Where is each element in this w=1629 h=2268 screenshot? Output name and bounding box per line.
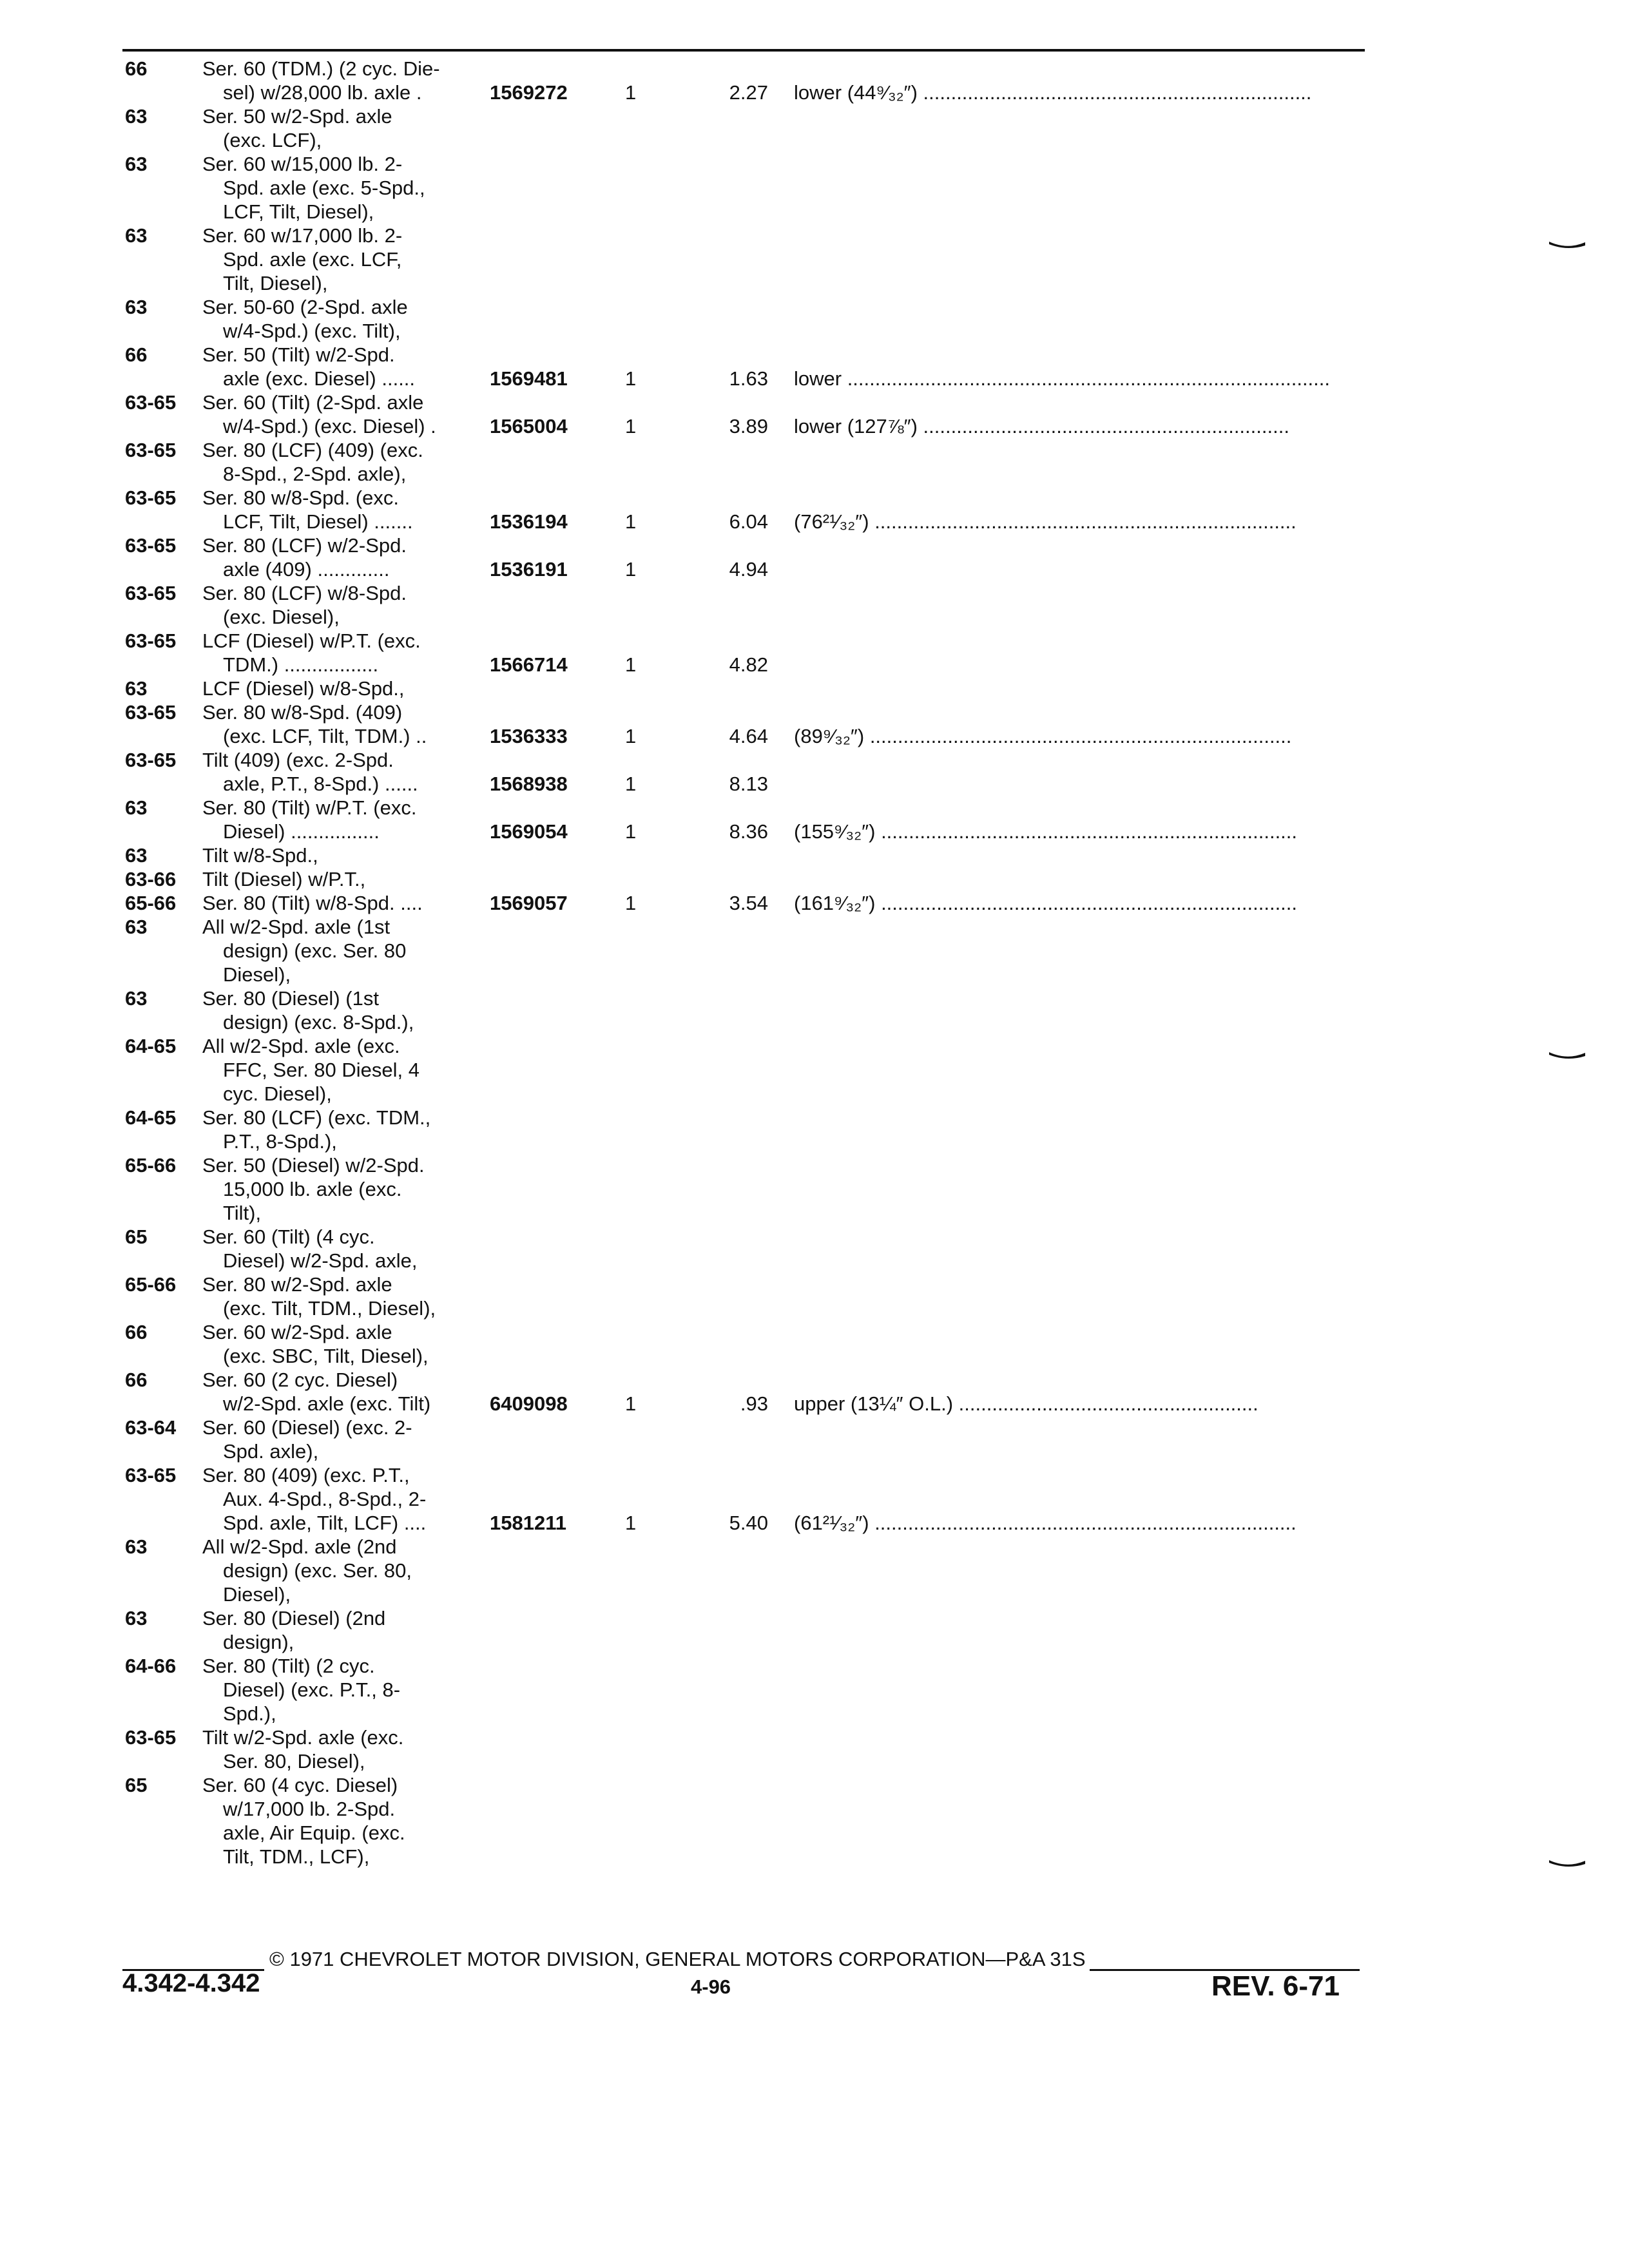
application-description xyxy=(202,533,486,581)
quantity: 1 xyxy=(625,892,637,914)
description-line: Ser. 80 (Tilt) (2 cyc. xyxy=(202,1655,375,1677)
description-line: axle (409) ............. xyxy=(223,558,390,581)
description-line: Diesel) w/2-Spd. axle, xyxy=(223,1249,418,1272)
remark: lower (44⁹⁄₃₂″) ...................................................................... xyxy=(794,81,1312,104)
description-line: Diesel), xyxy=(223,1583,291,1606)
description-line: LCF, Tilt, Diesel) ....... xyxy=(223,510,413,533)
application-description xyxy=(202,891,486,915)
application-description xyxy=(202,104,486,152)
description-line: LCF (Diesel) w/P.T. (exc. xyxy=(202,629,421,652)
description-line: Ser. 80 (Tilt) w/8-Spd. .... xyxy=(202,892,423,914)
quantity: 1 xyxy=(625,558,637,581)
model-year: 65-66 xyxy=(125,1154,177,1177)
binder-mark xyxy=(1548,1858,1586,1867)
description-line: Tilt), xyxy=(223,1202,262,1224)
model-year: 64-65 xyxy=(125,1106,177,1129)
quantity: 1 xyxy=(625,510,637,533)
model-year: 65-66 xyxy=(125,1273,177,1296)
quantity: 1 xyxy=(625,1392,637,1415)
part-number: 1536191 xyxy=(490,558,568,581)
description-line: Tilt (409) (exc. 2-Spd. xyxy=(202,749,394,771)
model-year: 63-65 xyxy=(125,629,177,652)
description-line: Ser. 80 (Diesel) (1st xyxy=(202,987,379,1010)
description-line: Tilt w/8-Spd., xyxy=(202,844,318,867)
description-line: Ser. 60 (2 cyc. Diesel) xyxy=(202,1369,398,1391)
model-year: 66 xyxy=(125,1321,148,1343)
application-description xyxy=(202,1225,486,1273)
application-description xyxy=(202,343,486,390)
price: 4.82 xyxy=(729,653,768,676)
application-description xyxy=(202,1773,486,1869)
price: 2.27 xyxy=(729,81,768,104)
price: 8.36 xyxy=(729,820,768,843)
description-line: All w/2-Spd. axle (2nd xyxy=(202,1535,397,1558)
quantity: 1 xyxy=(625,367,637,390)
footer-copyright xyxy=(122,1947,1360,1971)
part-number: 1568938 xyxy=(490,773,568,795)
description-line: P.T., 8-Spd.), xyxy=(223,1130,337,1153)
description-line: Ser. 50 (Diesel) w/2-Spd. xyxy=(202,1154,425,1177)
description-line: (exc. Tilt, TDM., Diesel), xyxy=(223,1297,436,1320)
description-line: Tilt, Diesel), xyxy=(223,272,328,294)
price: 4.94 xyxy=(729,558,768,581)
description-line: w/2-Spd. axle (exc. Tilt) xyxy=(223,1392,431,1415)
application-description xyxy=(202,295,486,343)
description-line: Spd. axle (exc. LCF, xyxy=(223,248,402,271)
model-year: 63-65 xyxy=(125,486,177,509)
part-number: 6409098 xyxy=(490,1392,568,1415)
application-description xyxy=(202,1153,486,1225)
model-year: 64-65 xyxy=(125,1035,177,1057)
quantity: 1 xyxy=(625,653,637,676)
description-line: Ser. 80 (LCF) w/2-Spd. xyxy=(202,534,407,557)
application-description xyxy=(202,581,486,629)
model-year: 63-65 xyxy=(125,534,177,557)
application-description xyxy=(202,1463,486,1535)
page-code: 4.342-4.342 xyxy=(122,1969,260,1997)
application-description xyxy=(202,1273,486,1320)
model-year: 63 xyxy=(125,916,148,938)
application-description xyxy=(202,224,486,295)
model-year: 66 xyxy=(125,57,148,80)
part-number: 1569272 xyxy=(490,81,568,104)
description-line: LCF, Tilt, Diesel), xyxy=(223,200,374,223)
description-line: (exc. LCF, Tilt, TDM.) .. xyxy=(223,725,427,747)
quantity: 1 xyxy=(625,820,637,843)
remark: (155⁹⁄₃₂″) ........................................................................... xyxy=(794,820,1298,843)
description-line: design) (exc. Ser. 80, xyxy=(223,1559,412,1582)
description-line: axle, P.T., 8-Spd.) ...... xyxy=(223,773,418,795)
model-year: 63 xyxy=(125,1535,148,1558)
part-number: 1569054 xyxy=(490,820,568,843)
description-line: (exc. LCF), xyxy=(223,129,322,151)
description-line: TDM.) ................. xyxy=(223,653,379,676)
price: 8.13 xyxy=(729,773,768,795)
price: 5.40 xyxy=(729,1512,768,1534)
description-line: design) (exc. Ser. 80 xyxy=(223,939,407,962)
copyright-text: © 1971 CHEVROLET MOTOR DIVISION, GENERAL MOTORS CORPORATION—P&A 31S xyxy=(269,1948,1086,1970)
model-year: 65 xyxy=(125,1225,148,1248)
remark: (161⁹⁄₃₂″) ........................................................................... xyxy=(794,892,1298,914)
model-year: 63 xyxy=(125,1607,148,1629)
model-year: 63-65 xyxy=(125,1726,177,1749)
description-line: Ser. 60 (4 cyc. Diesel) xyxy=(202,1774,398,1796)
part-number: 1536194 xyxy=(490,510,568,533)
description-line: Tilt (Diesel) w/P.T., xyxy=(202,868,366,890)
model-year: 63 xyxy=(125,844,148,867)
model-year: 63-64 xyxy=(125,1416,177,1439)
price: 1.63 xyxy=(729,367,768,390)
part-number: 1569057 xyxy=(490,892,568,914)
model-year: 63 xyxy=(125,987,148,1010)
price: 3.54 xyxy=(729,892,768,914)
description-line: sel) w/28,000 lb. axle . xyxy=(223,81,422,104)
model-year: 63-65 xyxy=(125,582,177,604)
remark: lower ....................................................................................... xyxy=(794,367,1331,390)
application-description xyxy=(202,438,486,486)
application-description xyxy=(202,677,486,700)
description-line: Spd. axle, Tilt, LCF) .... xyxy=(223,1512,427,1534)
price: 3.89 xyxy=(729,415,768,437)
description-line: axle, Air Equip. (exc. xyxy=(223,1821,405,1844)
description-line: FFC, Ser. 80 Diesel, 4 xyxy=(223,1059,419,1081)
application-description xyxy=(202,1416,486,1463)
description-line: 8-Spd., 2-Spd. axle), xyxy=(223,463,407,485)
application-description xyxy=(202,1320,486,1368)
price: 4.64 xyxy=(729,725,768,747)
description-line: Ser. 60 (Diesel) (exc. 2- xyxy=(202,1416,412,1439)
model-year: 63-66 xyxy=(125,868,177,890)
application-description xyxy=(202,152,486,224)
description-line: Ser. 60 (Tilt) (2-Spd. axle xyxy=(202,391,424,414)
description-line: Aux. 4-Spd., 8-Spd., 2- xyxy=(223,1488,427,1510)
application-description xyxy=(202,867,486,891)
application-description xyxy=(202,843,486,867)
description-line: All w/2-Spd. axle (exc. xyxy=(202,1035,400,1057)
remark: lower (127⅞″) .................................................................. xyxy=(794,415,1289,437)
description-line: Ser. 60 (TDM.) (2 cyc. Die- xyxy=(202,57,440,80)
description-line: Ser. 80 w/8-Spd. (409) xyxy=(202,701,403,724)
description-line: Ser. 50 (Tilt) w/2-Spd. xyxy=(202,343,395,366)
description-line: design) (exc. 8-Spd.), xyxy=(223,1011,414,1033)
description-line: LCF (Diesel) w/8-Spd., xyxy=(202,677,405,700)
model-year: 63 xyxy=(125,296,148,318)
application-description xyxy=(202,1368,486,1416)
description-line: Diesel) ................ xyxy=(223,820,380,843)
model-year: 63-65 xyxy=(125,1464,177,1486)
quantity: 1 xyxy=(625,81,637,104)
quantity: 1 xyxy=(625,415,637,437)
description-line: Ser. 80 (Tilt) w/P.T. (exc. xyxy=(202,796,417,819)
description-line: 15,000 lb. axle (exc. xyxy=(223,1178,402,1200)
description-line: Diesel), xyxy=(223,963,291,986)
application-description xyxy=(202,1034,486,1106)
description-line: Ser. 50 w/2-Spd. axle xyxy=(202,105,392,128)
quantity: 1 xyxy=(625,773,637,795)
model-year: 66 xyxy=(125,343,148,366)
application-description xyxy=(202,1106,486,1153)
model-year: 63 xyxy=(125,677,148,700)
quantity: 1 xyxy=(625,725,637,747)
model-year: 65-66 xyxy=(125,892,177,914)
description-line: w/4-Spd.) (exc. Diesel) . xyxy=(223,415,436,437)
description-line: (exc. SBC, Tilt, Diesel), xyxy=(223,1345,429,1367)
application-description xyxy=(202,1606,486,1654)
model-year: 64-66 xyxy=(125,1655,177,1677)
application-description xyxy=(202,796,486,843)
binder-mark xyxy=(1548,240,1586,249)
model-year: 63 xyxy=(125,796,148,819)
model-year: 63-65 xyxy=(125,701,177,724)
description-line: Tilt w/2-Spd. axle (exc. xyxy=(202,1726,404,1749)
remark: (61²¹⁄₃₂″) ............................................................................ xyxy=(794,1512,1296,1534)
price: .93 xyxy=(740,1392,768,1415)
remark: upper (13¼″ O.L.) ...................................................... xyxy=(794,1392,1258,1415)
description-line: Ser. 60 w/15,000 lb. 2- xyxy=(202,153,403,175)
application-description xyxy=(202,700,486,748)
description-line: Ser. 80 (Diesel) (2nd xyxy=(202,1607,386,1629)
quantity: 1 xyxy=(625,1512,637,1534)
description-line: Ser. 60 w/2-Spd. axle xyxy=(202,1321,392,1343)
application-description xyxy=(202,1654,486,1725)
description-line: Ser. 80 w/8-Spd. (exc. xyxy=(202,486,399,509)
remark: (89⁹⁄₃₂″) ............................................................................ xyxy=(794,725,1292,747)
model-year: 65 xyxy=(125,1774,148,1796)
model-year: 63 xyxy=(125,105,148,128)
application-description xyxy=(202,629,486,677)
description-line: Ser. 60 (Tilt) (4 cyc. xyxy=(202,1225,375,1248)
description-line: Ser. 80 w/2-Spd. axle xyxy=(202,1273,392,1296)
description-line: Spd. axle), xyxy=(223,1440,319,1463)
description-line: Ser. 80 (LCF) (exc. TDM., xyxy=(202,1106,431,1129)
application-description xyxy=(202,915,486,986)
part-number: 1581211 xyxy=(490,1512,566,1534)
description-line: Tilt, TDM., LCF), xyxy=(223,1845,370,1868)
description-line: Spd. axle (exc. 5-Spd., xyxy=(223,177,425,199)
model-year: 63-65 xyxy=(125,391,177,414)
model-year: 63 xyxy=(125,224,148,247)
model-year: 63-65 xyxy=(125,749,177,771)
description-line: (exc. Diesel), xyxy=(223,606,340,628)
description-line: design), xyxy=(223,1631,294,1653)
part-number: 1536333 xyxy=(490,725,568,747)
description-line: Ser. 50-60 (2-Spd. axle xyxy=(202,296,408,318)
description-line: cyc. Diesel), xyxy=(223,1082,332,1105)
part-number: 1569481 xyxy=(490,367,568,390)
description-line: All w/2-Spd. axle (1st xyxy=(202,916,390,938)
description-line: w/4-Spd.) (exc. Tilt), xyxy=(223,320,401,342)
model-year: 63-65 xyxy=(125,439,177,461)
binder-mark xyxy=(1548,1050,1586,1059)
remark: (76²¹⁄₃₂″) ............................................................................ xyxy=(794,510,1296,533)
part-number: 1566714 xyxy=(490,653,568,676)
application-description xyxy=(202,1535,486,1606)
application-description xyxy=(202,986,486,1034)
price: 6.04 xyxy=(729,510,768,533)
description-line: Ser. 80, Diesel), xyxy=(223,1750,365,1773)
description-line: Spd.), xyxy=(223,1702,276,1725)
description-line: w/17,000 lb. 2-Spd. xyxy=(223,1798,396,1820)
description-line: Ser. 60 w/17,000 lb. 2- xyxy=(202,224,403,247)
model-year: 63 xyxy=(125,153,148,175)
description-line: Diesel) (exc. P.T., 8- xyxy=(223,1678,401,1701)
description-line: Ser. 80 (LCF) w/8-Spd. xyxy=(202,582,407,604)
description-line: Ser. 80 (409) (exc. P.T., xyxy=(202,1464,410,1486)
model-year: 66 xyxy=(125,1369,148,1391)
application-description xyxy=(202,390,486,438)
part-number: 1565004 xyxy=(490,415,568,437)
page-number: 4-96 xyxy=(691,1975,731,1998)
footer-trail-rule xyxy=(1090,1956,1360,1971)
application-description xyxy=(202,1725,486,1773)
application-description xyxy=(202,57,486,104)
description-line: axle (exc. Diesel) ...... xyxy=(223,367,416,390)
revision-label: REV. 6-71 xyxy=(1211,1970,1340,2002)
application-description xyxy=(202,748,486,796)
application-description xyxy=(202,486,486,533)
description-line: Ser. 80 (LCF) (409) (exc. xyxy=(202,439,423,461)
top-rule xyxy=(122,49,1365,52)
